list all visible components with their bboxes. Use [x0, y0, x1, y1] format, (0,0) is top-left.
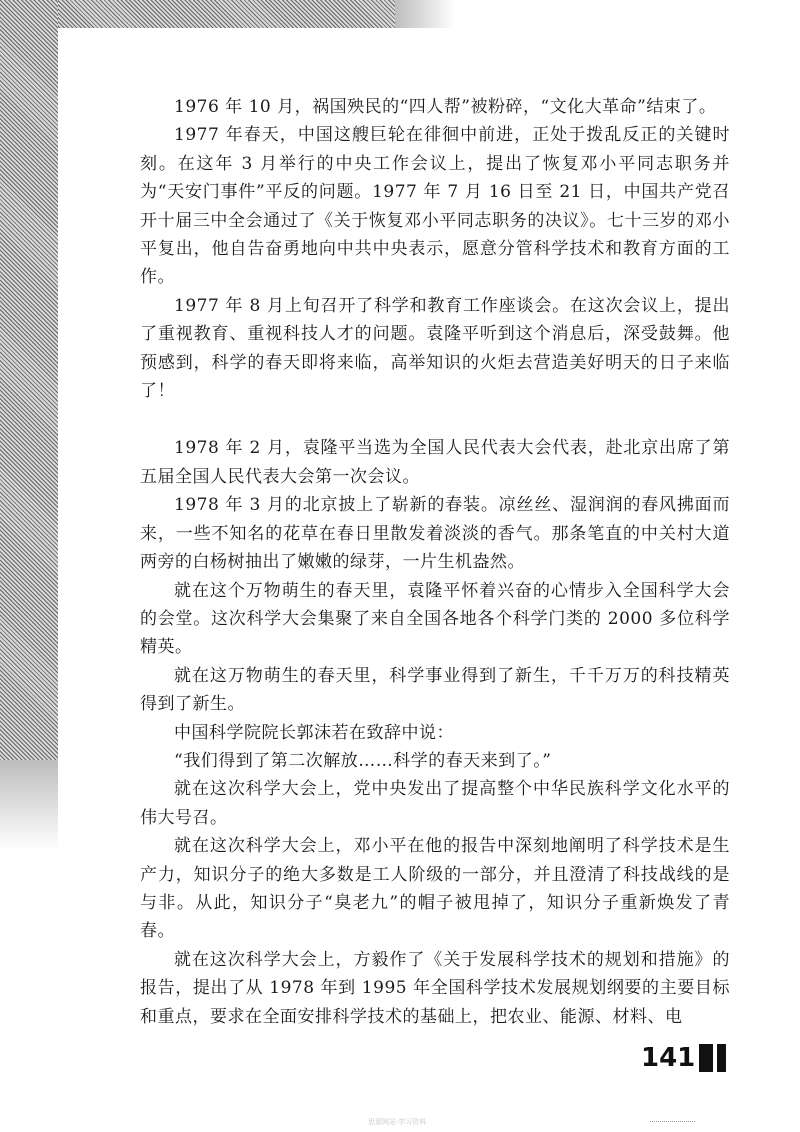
- footer-divider: [650, 1121, 695, 1122]
- scan-shadow-left-fade: [0, 760, 58, 850]
- page-number-block: [641, 1042, 726, 1074]
- paragraph: 就在这次科学大会上，党中央发出了提高整个中华民族科学文化水平的伟大号召。: [140, 779, 730, 828]
- page-marker-icon: [699, 1044, 713, 1072]
- paragraph: 中国科学院院长郭沫若在致辞中说：: [174, 722, 454, 743]
- paragraph: 1977 年 8 月上旬召开了科学和教育工作座谈会。在这次会议上，提出了重视教育、重视科技人才的问题。袁隆平听到这个消息后，深受鼓舞。他预感到，科学的春天即将来临，高举知识的火炬去营造美好明天的日子来临了！: [140, 295, 730, 402]
- paragraph: 1978 年 2 月，袁隆平当选为全国人民代表大会代表，赴北京出席了第五届全国人民代表大会第一次会议。: [140, 438, 730, 487]
- paragraph: “我们得到了第二次解放……科学的春天来到了。”: [174, 750, 552, 771]
- scan-shadow-top: [0, 0, 395, 28]
- paragraph: 就在这万物萌生的春天里，科学事业得到了新生，千千万万的科技精英得到了新生。: [140, 665, 730, 715]
- paragraph: 就在这个万物萌生的春天里，袁隆平怀着兴奋的心情步入全国科学大会的会堂。这次科学大会集聚了来自全国各地各个科学门类的 2000 多位科学精英。: [140, 580, 730, 658]
- page-number: 141: [641, 1043, 696, 1073]
- footer-watermark: 思源网站·学习资料: [368, 1118, 427, 1126]
- paragraph: 就在这次科学大会上，邓小平在他的报告中深刻地阐明了科学技术是生产力，知识分子的绝大多数是工人阶级的一部分，并且澄清了科技战线的是与非。从此，知识分子“臭老九”的帽子被甩掉了，知识分子重新焕发了青春。: [140, 836, 730, 942]
- scan-shadow-left: [0, 0, 58, 760]
- page-body: [140, 93, 730, 1031]
- paragraph: 1978 年 3 月的北京披上了崭新的春装。凉丝丝、湿润润的春风拂面而来，一些不知名的花草在春日里散发着淡淡的香气。那条笔直的中关村大道两旁的白杨树抽出了嫩嫩的绿芽，一片生机盎然。: [140, 495, 730, 573]
- paragraph: 1977 年春天，中国这艘巨轮在徘徊中前进，正处于拨乱反正的关键时刻。在这年 3 月举行的中央工作会议上，提出了恢复邓小平同志职务并为“天安门事件”平反的问题。1977 年 7 月 16 日至 21 日，中国共产党召开十届三中全会通过了《关于恢复邓小平同志职务的决议》。七十三岁的邓小平复出，他自告奋勇地向中共中央表示，愿意分管科学技术和教育方面的工作。: [140, 125, 730, 288]
- page-marker-icon: [717, 1044, 726, 1072]
- paragraph: 就在这次科学大会上，方毅作了《关于发展科学技术的规划和措施》的报告，提出了从 1978 年到 1995 年全国科学技术发展规划纲要的主要目标和重点，要求在全面安排科学技术的基础上，把农业、能源、材料、电: [140, 949, 730, 1027]
- scan-shadow-top-fade: [395, 0, 455, 28]
- paragraph: 1976 年 10 月，祸国殃民的“四人帮”被粉碎，“文化大革命”结束了。: [174, 97, 717, 117]
